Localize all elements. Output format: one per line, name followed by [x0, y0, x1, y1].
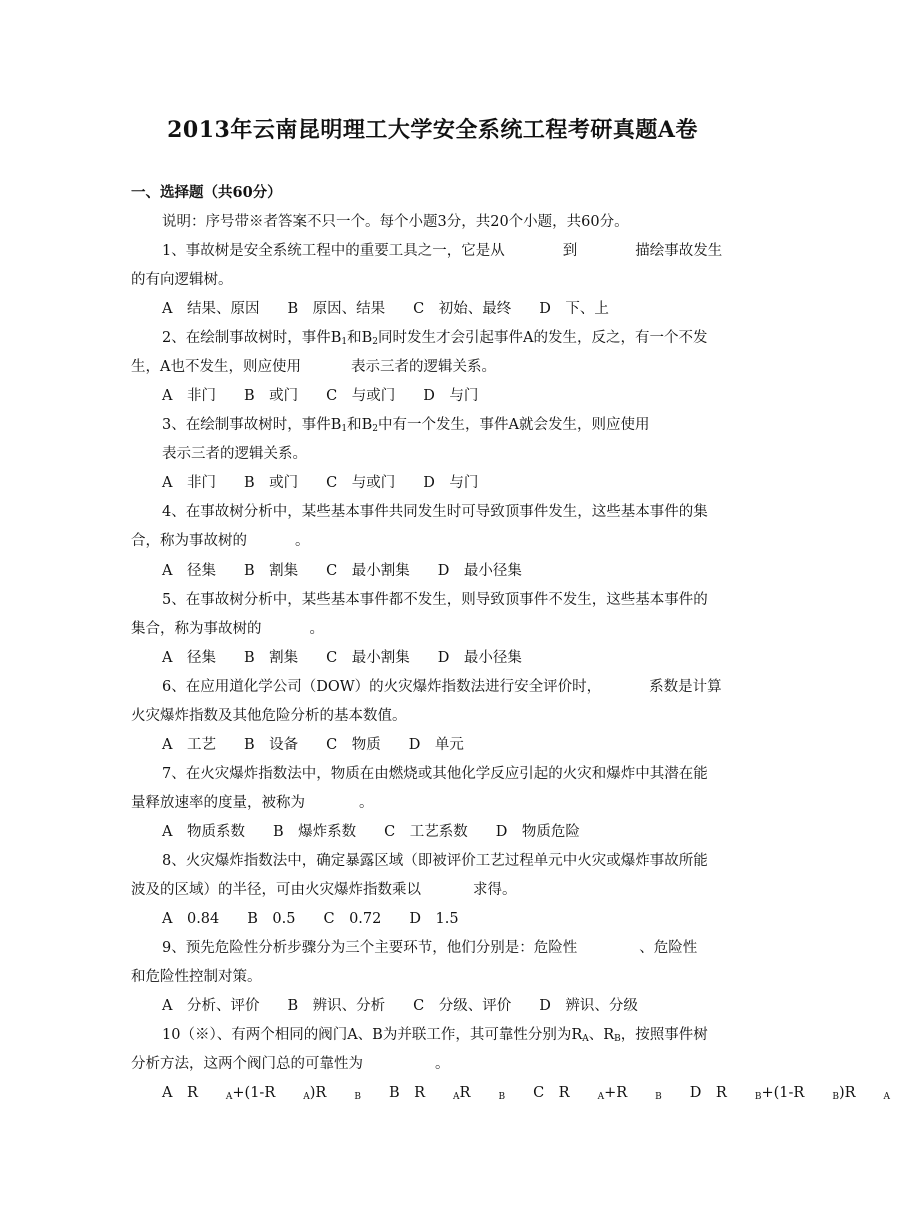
option-b: B 割集 [243, 650, 299, 666]
question-8-line-2: 波及的区域）的半径，可由火灾爆炸指数乘以 求得。 [131, 882, 517, 898]
option-a: A 分析、评价 [162, 998, 260, 1014]
option-c: C 初始、最终 [413, 301, 512, 317]
option-d: D 下、上 [539, 301, 609, 317]
question-8-options [162, 909, 487, 929]
question-6-line-1: 6、在应用道化学公司（DOW）的火灾爆炸指数法进行安全评价时， 系数是计算 [162, 679, 722, 695]
question-5-line-2: 集合，称为事故树的 。 [131, 621, 324, 637]
option-a: A 结果、原因 [162, 301, 260, 317]
question-5-options [162, 648, 550, 668]
question-9-options [162, 996, 666, 1016]
question-9-line-2: 和危险性控制对策。 [131, 969, 262, 985]
option-c: C R $_A$+R $_B$ [533, 1085, 662, 1102]
question-10-line-2: 分析方法，这两个阀门总的可靠性为 。 [131, 1056, 450, 1072]
option-d: D 最小径集 [437, 650, 522, 666]
instructions-note: 说明：序号带※者答案不只一个。每个小题3分，共20个小题，共60分。 [162, 214, 629, 230]
question-2-line-1: 2、在绘制事故树时，事件$B_1$和$B_2$同时发生才会引起事件A的发生，反之，有一个不发 [162, 330, 708, 347]
question-10-line-1: 10（※）、有两个相同的阀门A、B为并联工作，其可靠性分别为$R_A$、$R_B$，按照事件树 [162, 1027, 708, 1044]
option-b: B 0.5 [247, 911, 296, 927]
option-d: D 物质危险 [495, 824, 580, 840]
option-d: D 1.5 [409, 911, 459, 927]
option-b: B 辨识、分析 [287, 998, 386, 1014]
option-c: C 工艺系数 [384, 824, 468, 840]
option-d: D 与门 [423, 475, 479, 491]
page-title: 2013年云南昆明理工大学安全系统工程考研真题A卷 [167, 117, 698, 143]
question-1-line-1: 1、事故树是安全系统工程中的重要工具之一，它是从 到 描绘事故发生 [162, 243, 723, 259]
option-d: D R $_B$+(1-R $_B$)R $_A$ [689, 1085, 891, 1102]
option-b: B 原因、结果 [287, 301, 386, 317]
question-4-line-1: 4、在事故树分析中，某些基本事件共同发生时可导致顶事件发生，这些基本事件的集 [162, 504, 708, 520]
question-6-line-2: 火灾爆炸指数及其他危险分析的基本数值。 [131, 708, 407, 724]
option-a: A 物质系数 [162, 824, 245, 840]
question-7-line-2: 量释放速率的度量，被称为 。 [131, 795, 374, 811]
option-c: C 0.72 [323, 911, 382, 927]
option-a: A 0.84 [162, 911, 220, 927]
option-a: A 非门 [162, 475, 216, 491]
question-7-line-1: 7、在火灾爆炸指数法中，物质在由燃烧或其他化学反应引起的火灾和爆炸中其潜在能 [162, 766, 708, 782]
option-b: B 割集 [243, 563, 299, 579]
option-c: C 最小割集 [326, 563, 410, 579]
option-b: B R $_A$R $_B$ [388, 1085, 506, 1102]
question-7-options [162, 822, 608, 842]
option-c: C 物质 [326, 737, 381, 753]
section-heading: 一、选择题（共60分） [131, 184, 282, 201]
option-c: C 与或门 [326, 475, 396, 491]
option-a: A 径集 [162, 563, 216, 579]
option-c: C 最小割集 [326, 650, 410, 666]
question-2-line-2: 生，A也不发生，则应使用 表示三者的逻辑关系。 [131, 359, 496, 375]
question-8-line-1: 8、火灾爆炸指数法中，确定暴露区域（即被评价工艺过程单元中火灾或爆炸事故所能 [162, 853, 708, 869]
option-a: A 工艺 [162, 737, 216, 753]
option-b: B 爆炸系数 [272, 824, 357, 840]
option-d: D 单元 [408, 737, 464, 753]
option-c: C 分级、评价 [413, 998, 512, 1014]
question-5-line-1: 5、在事故树分析中，某些基本事件都不发生，则导致顶事件不发生，这些基本事件的 [162, 592, 708, 608]
question-3-line-2: 表示三者的逻辑关系。 [162, 446, 307, 462]
option-d: D 辨识、分级 [539, 998, 638, 1014]
option-b: B 或门 [243, 388, 299, 404]
option-d: D 最小径集 [437, 563, 522, 579]
question-9-line-1: 9、预先危险性分析步骤分为三个主要环节，他们分别是：危险性 、危险性 [162, 940, 698, 956]
option-b: B 设备 [243, 737, 299, 753]
question-6-options [162, 735, 492, 755]
question-10-options [162, 1083, 918, 1107]
option-b: B 或门 [243, 475, 299, 491]
question-2-options [162, 386, 506, 406]
question-3-line-1: 3、在绘制事故树时，事件$B_1$和$B_2$中有一个发生，事件A就会发生，则应使用 [162, 417, 650, 434]
option-d: D 与门 [423, 388, 479, 404]
question-4-line-2: 合，称为事故树的 。 [131, 533, 310, 549]
question-1-line-2: 的有向逻辑树。 [131, 272, 233, 288]
option-a: A R $_A$+(1-R $_A$)R $_B$ [162, 1085, 361, 1102]
option-c: C 与或门 [326, 388, 396, 404]
option-a: A 径集 [162, 650, 216, 666]
question-3-options [162, 473, 506, 493]
option-a: A 非门 [162, 388, 216, 404]
question-1-options [162, 299, 637, 319]
question-4-options [162, 561, 550, 581]
